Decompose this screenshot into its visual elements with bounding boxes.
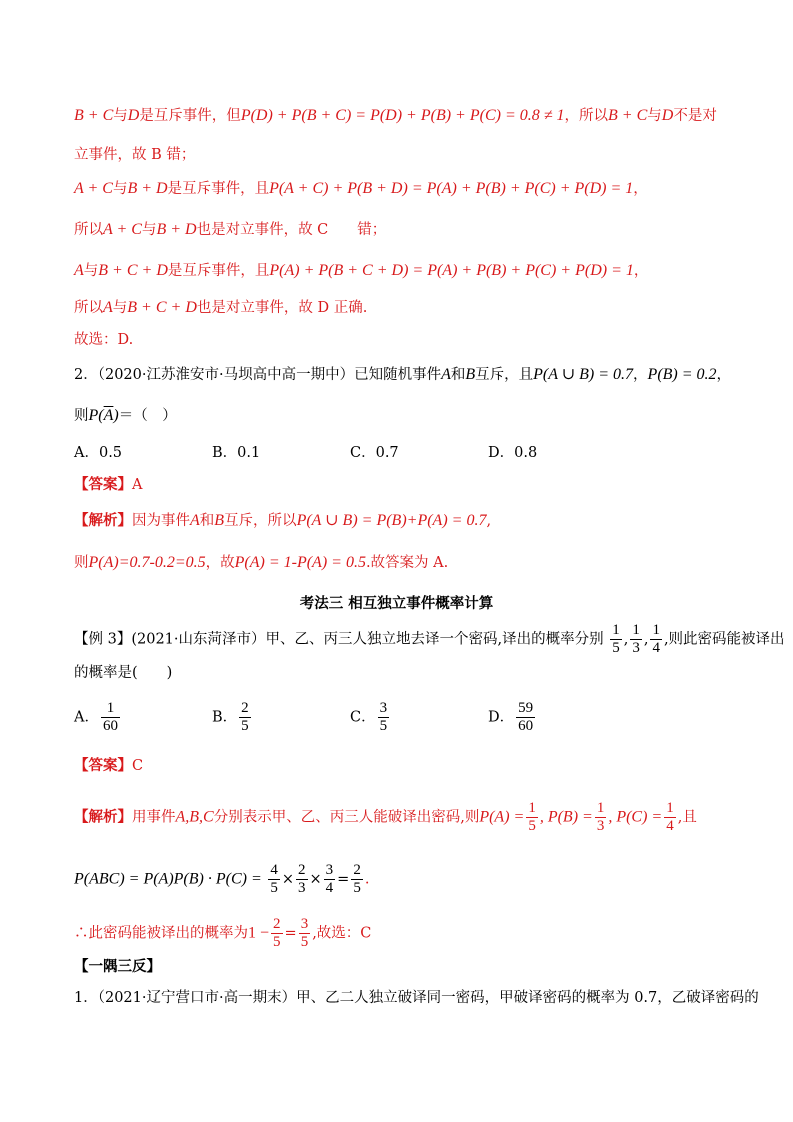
denominator: 5 <box>528 818 536 834</box>
text: , <box>486 513 492 529</box>
text: ，故 <box>205 555 235 571</box>
option-label: B． <box>212 709 238 726</box>
denominator: 60 <box>102 718 118 734</box>
q2-answer <box>74 475 142 495</box>
solution-line-1 <box>74 106 717 126</box>
numerator: 3 <box>379 700 388 716</box>
expr: P(A)=0.7-0.2=0.5 <box>88 554 206 571</box>
fraction <box>630 622 642 657</box>
text: 所以 <box>74 222 103 238</box>
numerator: 2 <box>273 916 281 932</box>
text: ， <box>633 181 648 197</box>
ex3-option-d <box>488 700 537 735</box>
text: 和 <box>199 513 215 529</box>
text: 互斥，所以 <box>224 513 297 529</box>
example-tag: 【例 3】 <box>74 631 132 648</box>
text: ， <box>633 263 649 279</box>
analysis-tag: 【解析】 <box>74 512 132 529</box>
analysis-tag: 【解析】 <box>74 808 132 826</box>
example-3: 【例 3】(2021·山东菏泽市）甲、乙、丙三人独立地去译一个密码,译出的概率分别 $\frac{1}{5}$ , $\frac{1}{3}$ , $\frac{1}{4}$ ,则此密码能被译出 <box>74 622 785 656</box>
ex3-analysis-1 <box>74 800 697 835</box>
denominator: 4 <box>666 818 674 834</box>
numerator: 3 <box>300 916 309 932</box>
expr: B <box>465 366 476 383</box>
text: . <box>364 871 370 888</box>
expr: ) <box>113 407 119 424</box>
option-label: C． <box>350 709 376 726</box>
text: 与 <box>113 108 128 124</box>
text: (2021·山东菏泽市）甲、乙、丙三人独立地去译一个密码,译出的概率分别 <box>131 631 604 648</box>
text: 与 <box>112 300 128 316</box>
denominator: 5 <box>379 718 388 734</box>
text: ,则此密码能被译出 <box>663 631 785 648</box>
numerator: 3 <box>325 862 334 878</box>
fraction <box>610 622 622 657</box>
ex3-option-a <box>74 700 122 735</box>
expr: B + D <box>127 180 168 197</box>
expr: P(A) = 1-P(A) = 0.5 <box>234 554 366 571</box>
numerator: 4 <box>270 862 278 878</box>
denominator: 5 <box>353 880 361 896</box>
text: 与 <box>647 108 662 124</box>
expr: , P(B) = <box>539 808 593 826</box>
text: ，所以 <box>564 108 609 124</box>
answer-value: C <box>132 758 144 774</box>
fraction <box>595 800 607 835</box>
expr: P(A ∪ B) = 0.7 <box>533 366 634 383</box>
answer-tag: 【答案】 <box>74 476 132 493</box>
q2-option-b: B．0.1 <box>212 445 261 461</box>
text: ,故选：C <box>312 925 372 942</box>
denominator: 3 <box>596 818 605 834</box>
solution-line-4 <box>74 220 386 240</box>
numerator: 59 <box>518 700 534 716</box>
fraction <box>296 862 308 897</box>
option-label: D． <box>488 709 515 726</box>
text: 互斥，且 <box>475 367 534 383</box>
expr: P(A + C) + P(B + D) = P(A) + P(B) + P(C) + P(D) = 1 <box>269 180 634 197</box>
expr: B + C + D <box>127 299 197 316</box>
expr: 1 − <box>248 924 270 942</box>
text: ∴此密码能被译出的概率为 <box>74 925 248 942</box>
text: 则 <box>74 408 89 424</box>
answer-value: A <box>132 477 143 493</box>
numerator: 1 <box>101 700 120 718</box>
question-2-ask <box>74 406 177 426</box>
text: ＝（ ） <box>118 408 177 424</box>
text: 2．（2020·江苏淮安市·马坝高中高一期中）已知随机事件 <box>74 367 442 383</box>
practice-title: 【一隅三反】 <box>74 958 161 975</box>
numerator: 1 <box>632 622 640 638</box>
numerator: 2 <box>298 862 306 878</box>
q2-option-a: A．0.5 <box>74 445 123 461</box>
solution-line-5 <box>74 261 648 281</box>
denominator: 3 <box>298 880 306 896</box>
text: 分别表示甲、乙、丙三人能破译出密码,则 <box>213 809 480 826</box>
text: 不是对 <box>673 108 717 124</box>
denominator: 5 <box>300 934 309 950</box>
fraction <box>664 800 676 835</box>
question-2 <box>74 365 731 385</box>
expr: P( <box>88 407 104 424</box>
numerator: 1 <box>528 800 536 816</box>
q2-analysis-1 <box>74 511 491 531</box>
expr: A <box>103 299 113 316</box>
q2-option-c: C．0.7 <box>350 445 399 461</box>
expr: P(A ∪ B) = P(B)+P(A) = 0.7 <box>296 512 487 529</box>
ex3-analysis-3: ∴此密码能被译出的概率为1 − $\frac{2}{5}$ = $\frac{3}{5}$ ,故选：C <box>74 916 372 950</box>
text: 与 <box>141 222 157 238</box>
denominator: 5 <box>612 640 620 656</box>
solution-line-6 <box>74 298 367 318</box>
expr: B + C + D <box>98 262 168 279</box>
numerator: 2 <box>353 862 361 878</box>
text: .故答案为 A. <box>365 555 449 571</box>
fraction <box>239 700 251 735</box>
numerator: 1 <box>612 622 620 638</box>
example-3-line-2: 的概率是( ) <box>74 665 173 681</box>
expr: D <box>127 107 140 124</box>
ex3-option-b <box>212 700 253 735</box>
expr: P(A) = <box>479 808 525 826</box>
numerator: 1 <box>666 800 674 816</box>
expr: B + C <box>608 107 648 124</box>
solution-line-7: 故选：D. <box>74 332 134 348</box>
fraction <box>271 916 283 951</box>
fraction <box>324 862 336 897</box>
expr: P(ABC) = P(A)P(B) · P(C) = <box>74 870 262 888</box>
denominator: 60 <box>518 718 534 734</box>
expr: A + C <box>103 221 142 238</box>
expr-complement: $\overline{A}$ <box>103 407 114 424</box>
denominator: 5 <box>270 880 278 896</box>
times: × <box>281 871 295 888</box>
fraction <box>516 700 535 735</box>
equals: = <box>337 871 350 888</box>
practice-question-1: 1．（2021·辽宁营口市·高一期末）甲、乙二人独立破译同一密码，甲破译密码的概率为 0.7，乙破译密码的 <box>74 990 759 1006</box>
text: 和 <box>450 367 466 383</box>
text: ， <box>716 367 732 383</box>
text: 与 <box>112 181 128 197</box>
text: 所以 <box>74 300 103 316</box>
text: 因为事件 <box>132 513 190 529</box>
fraction <box>650 622 662 657</box>
text: 用事件 <box>132 809 176 826</box>
denominator: 5 <box>273 934 281 950</box>
text: 是互斥事件，且 <box>167 181 270 197</box>
text: 也是对立事件，故 C 错； <box>196 222 387 238</box>
q2-option-d: D．0.8 <box>488 445 538 461</box>
denominator: 3 <box>632 640 640 656</box>
solution-line-2: 立事件，故 B 错； <box>74 147 196 163</box>
denominator: 5 <box>241 718 249 734</box>
text: 则 <box>74 555 89 571</box>
fraction <box>299 916 311 951</box>
option-label: A． <box>74 709 99 726</box>
fraction <box>378 700 390 735</box>
text: ， <box>633 367 648 383</box>
ex3-answer <box>74 756 143 776</box>
solution-line-3 <box>74 179 648 199</box>
numerator: 1 <box>652 622 660 638</box>
expr: , P(C) = <box>608 808 663 826</box>
expr: P(B) = 0.2 <box>647 366 717 383</box>
expr: P(A) + P(B + C + D) = P(A) + P(B) + P(C) + P(D) = 1 <box>269 262 634 279</box>
expr: B + D <box>156 221 197 238</box>
numerator: 1 <box>596 800 605 816</box>
numerator: 2 <box>241 700 249 716</box>
expr: A + C <box>74 180 113 197</box>
q2-analysis-2 <box>74 553 448 573</box>
fraction <box>526 800 538 835</box>
fraction <box>101 700 120 735</box>
expr: D <box>661 107 674 124</box>
answer-tag: 【答案】 <box>74 757 132 774</box>
expr: B <box>214 512 225 529</box>
expr: A <box>74 262 84 279</box>
text: 也是对立事件，故 D 正确. <box>196 300 368 316</box>
denominator: 4 <box>325 880 334 896</box>
ex3-option-c <box>350 700 391 735</box>
expr: B + C <box>74 107 114 124</box>
text: 是互斥事件，但 <box>139 108 241 124</box>
expr: A <box>441 366 451 383</box>
expr: A,B,C <box>175 808 214 826</box>
expr: P(D) + P(B + C) = P(D) + P(B) + P(C) = 0.8 ≠ 1 <box>240 107 565 124</box>
text: 是互斥事件，且 <box>167 263 270 279</box>
section-title: 考法三 相互独立事件概率计算 <box>299 595 494 612</box>
denominator: 4 <box>652 640 660 656</box>
times: × <box>309 871 322 888</box>
text: 与 <box>83 263 99 279</box>
fraction <box>351 862 363 897</box>
text: ,且 <box>677 809 697 826</box>
ex3-analysis-2 <box>74 862 369 897</box>
expr: A <box>190 512 200 529</box>
fraction <box>268 862 280 897</box>
